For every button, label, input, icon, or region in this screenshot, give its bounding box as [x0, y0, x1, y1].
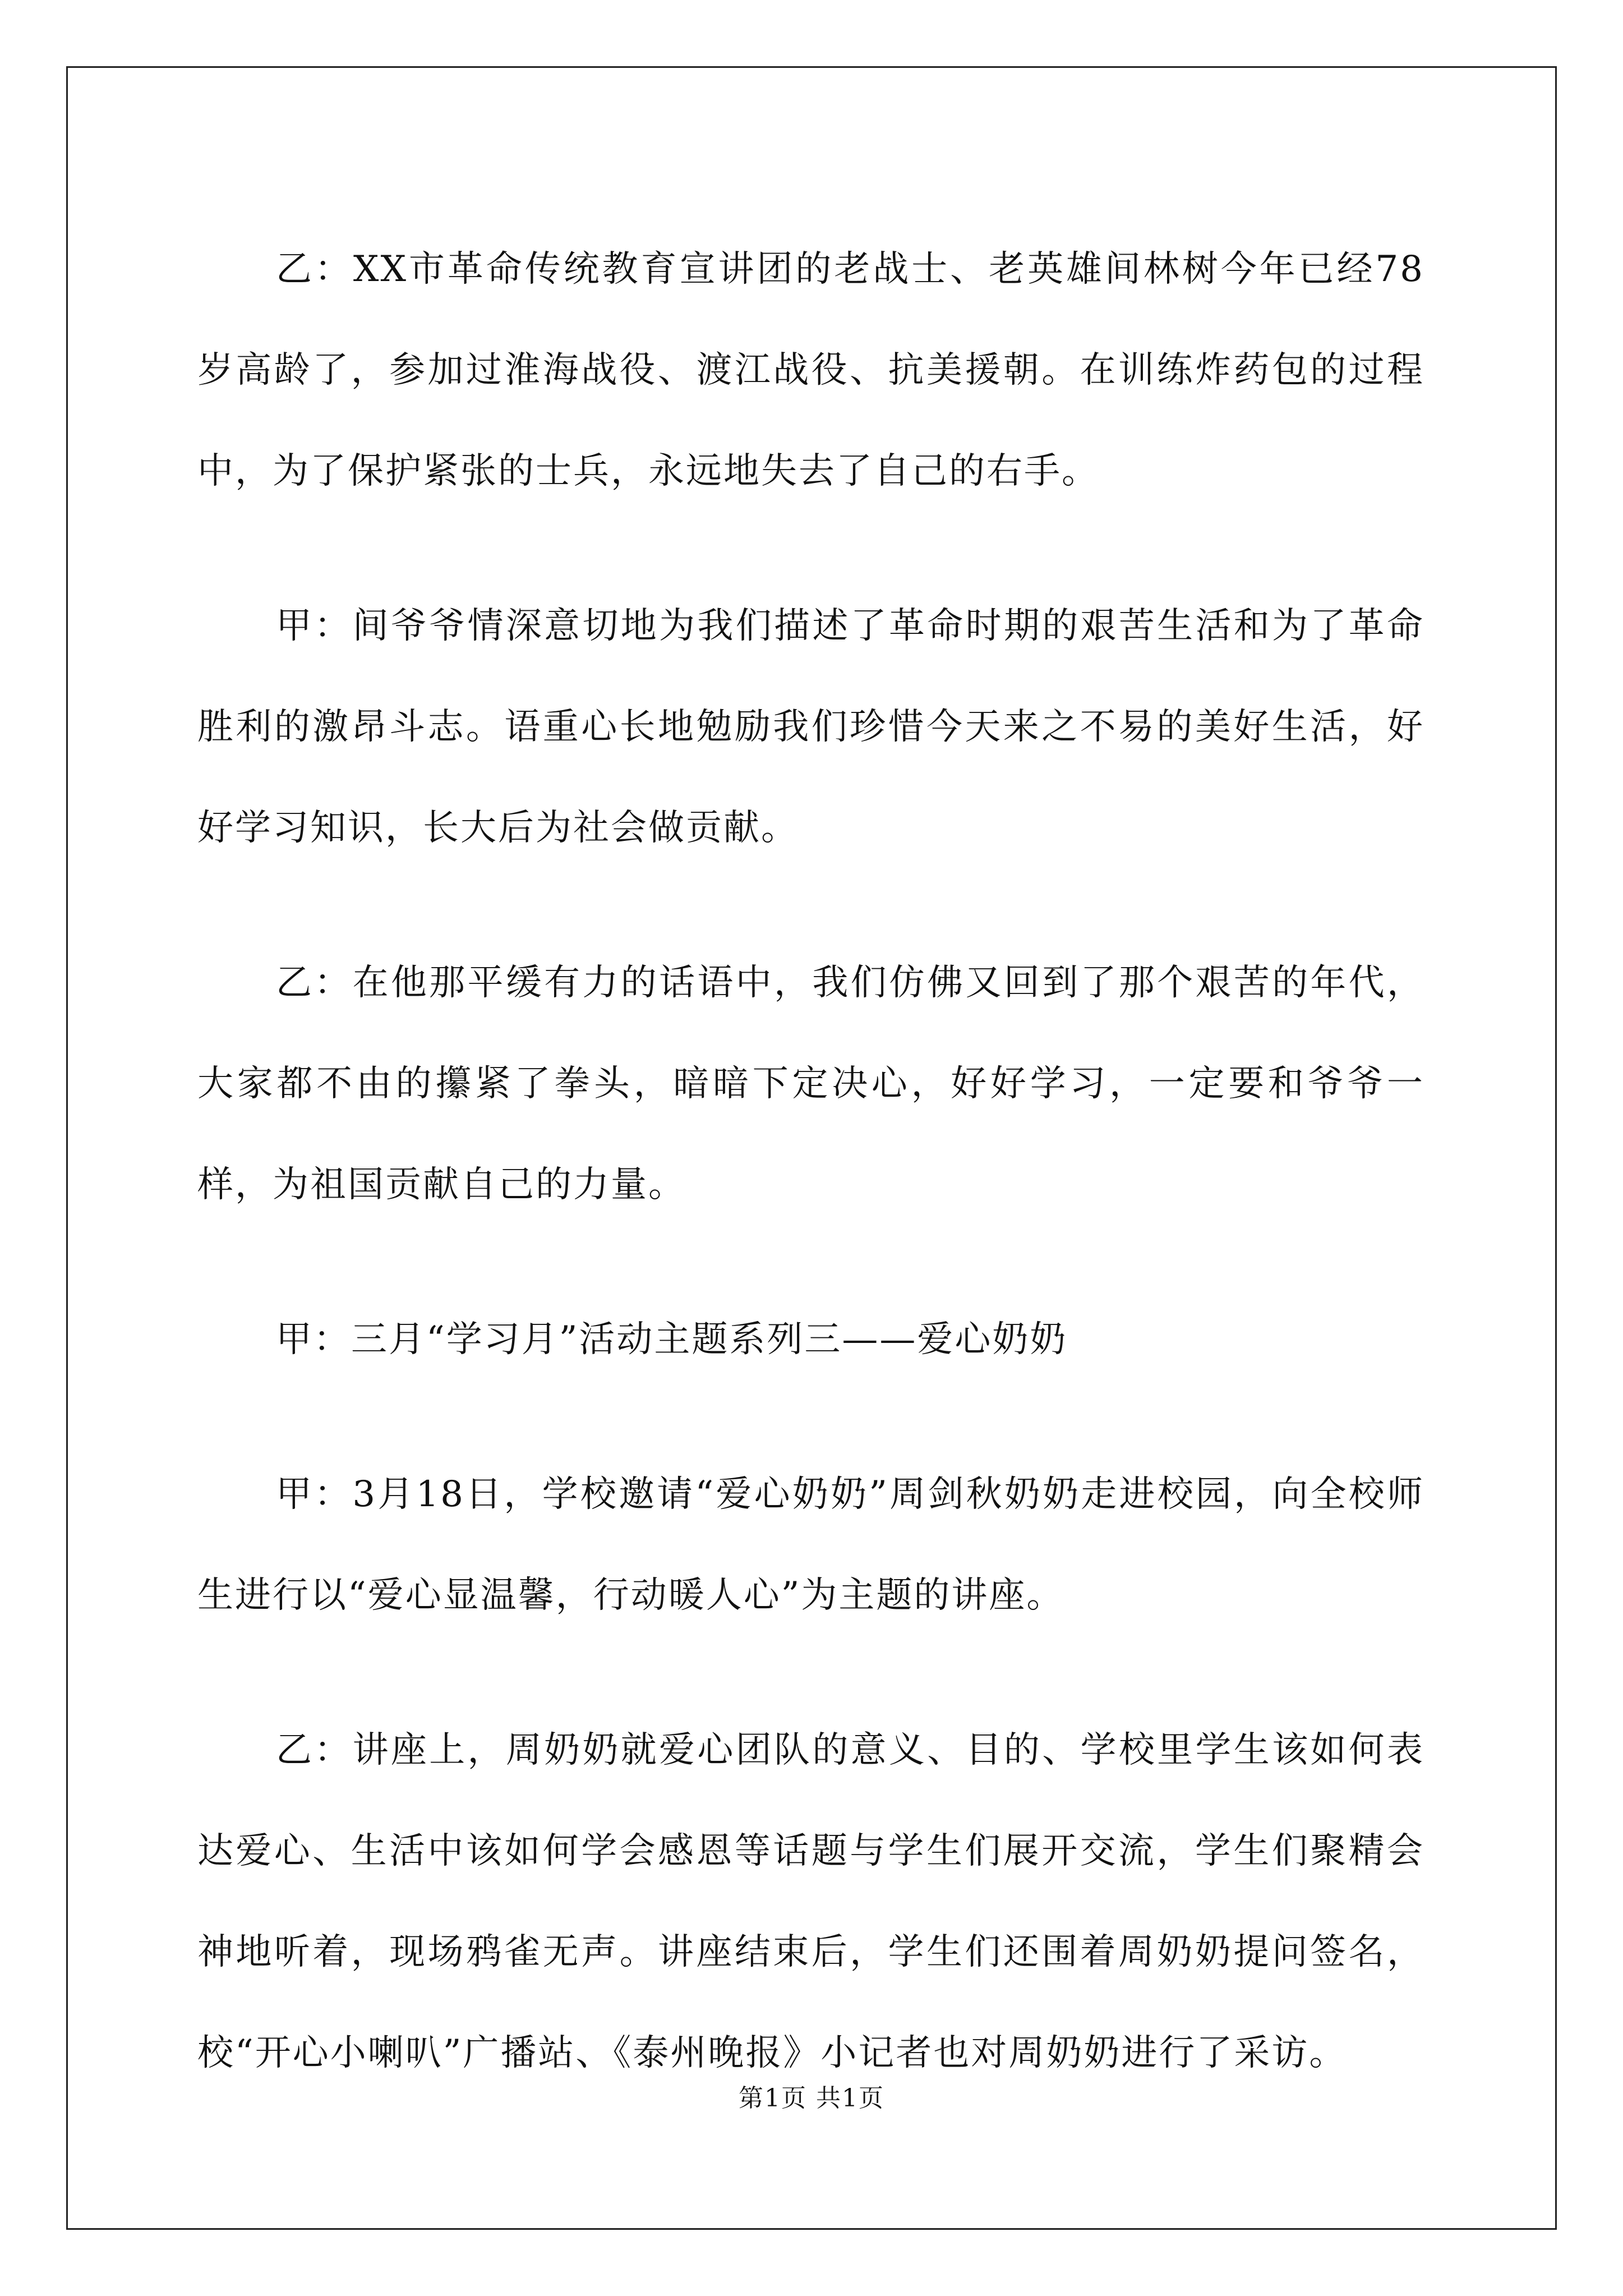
paragraph-4: 甲：三月“学习月”活动主题系列三——爱心奶奶 — [276, 1319, 1068, 1360]
paragraph-1: 乙：XX市革命传统教育宣讲团的老战士、老英雄间林树今年已经78岁高龄了，参加过淮海战役、渡江战役、抗美援朝。在训练炸药包的过程中，为了保护紧张的士兵，永远地失去了自己的右手。 — [197, 249, 1424, 492]
paragraph-2: 甲：间爷爷情深意切地为我们描述了革命时期的艰苦生活和为了革命胜利的激昂斗志。语重心长地勉励我们珍惜今天来之不易的美好生活，好好学习知识，长大后为社会做贡献。 — [197, 605, 1424, 849]
paragraph-5: 甲：3月18日，学校邀请“爱心奶奶”周剑秋奶奶走进校园，向全校师生进行以“爱心显温馨，行动暖人心”为主题的讲座。 — [197, 1474, 1424, 1616]
paragraph-6: 乙：讲座上，周奶奶就爱心团队的意义、目的、学校里学生该如何表达爱心、生活中该如何学会感恩等话题与学生们展开交流，学生们聚精会神地听着，现场鸦雀无声。讲座结束后，学生们还围着周奶奶提问签名，校“开心小喇叭”广播站、《泰州晚报》小记者也对周奶奶进行了采访。 — [197, 1729, 1424, 2074]
page-number-footer: 第1页 共1页 — [739, 2084, 884, 2113]
paragraph-3: 乙：在他那平缓有力的话语中，我们仿佛又回到了那个艰苦的年代，大家都不由的攥紧了拳头，暗暗下定决心，好好学习，一定要和爷爷一样，为祖国贡献自己的力量。 — [197, 962, 1424, 1205]
document-body — [197, 219, 1424, 2157]
